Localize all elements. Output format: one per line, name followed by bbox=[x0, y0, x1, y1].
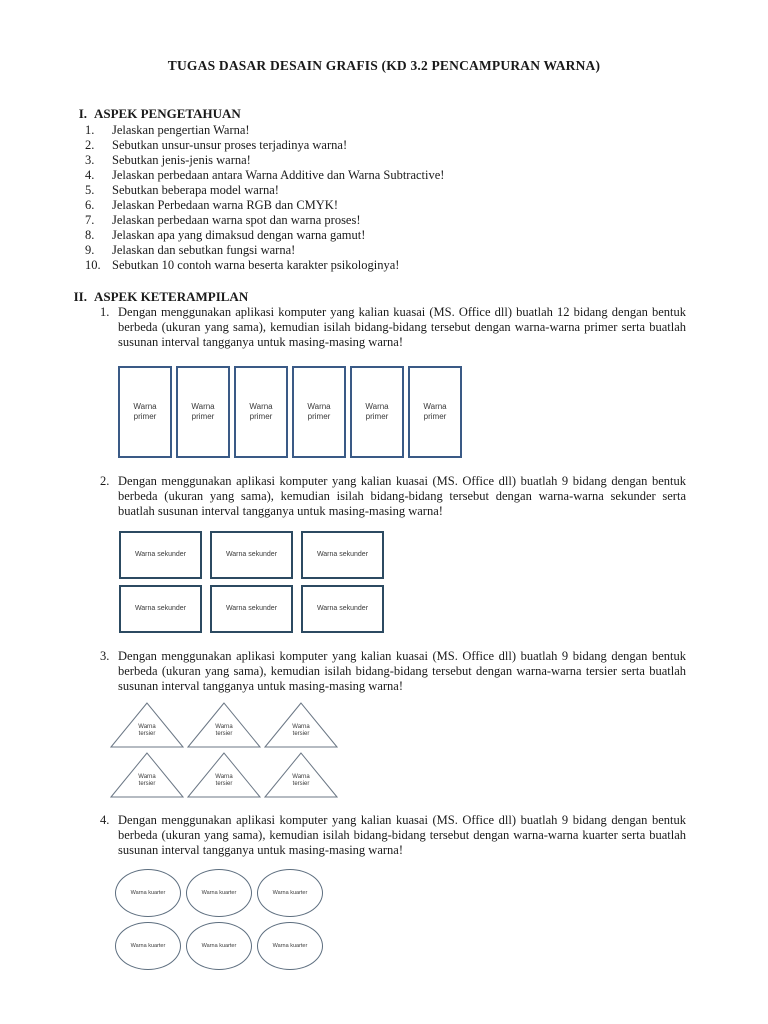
question-row bbox=[85, 153, 768, 168]
tersier-figure bbox=[110, 702, 342, 798]
question-row bbox=[85, 138, 768, 153]
shape-label: Warna sekunder bbox=[134, 551, 187, 558]
shape-label: Warna primer bbox=[365, 402, 389, 421]
shape-label: Warna tersier bbox=[138, 774, 156, 787]
question-text: Jelaskan dan sebutkan fungsi warna! bbox=[112, 243, 296, 257]
section-1-heading bbox=[70, 106, 768, 122]
question-row bbox=[85, 228, 768, 243]
shape-label: Warna primer bbox=[307, 402, 331, 421]
task-text: Dengan menggunakan aplikasi komputer yang kalian kuasai (MS. Office dll) buatlah 9 bidang dengan bentuk berbeda (ukuran yang sama), kemudian isilah bidang-bidang tersebut dengan warna-warna sekunder serta buatlah susunan interval tangganya untuk masing-masing warna! bbox=[118, 474, 686, 518]
question-row bbox=[85, 258, 768, 273]
question-text: Sebutkan 10 contoh warna beserta karakter psikologinya! bbox=[112, 258, 400, 272]
question-row bbox=[85, 123, 768, 138]
question-text: Sebutkan unsur-unsur proses terjadinya warna! bbox=[112, 138, 348, 152]
section-2-title: ASPEK KETERAMPILAN bbox=[94, 289, 249, 304]
sekunder-figure bbox=[119, 531, 389, 633]
shape-label: Warna sekunder bbox=[225, 605, 278, 612]
question-number: 5. bbox=[85, 183, 95, 197]
rect-v-shape bbox=[292, 366, 346, 458]
ellipse-shape bbox=[186, 922, 252, 970]
section-2-heading bbox=[70, 289, 768, 305]
section-2-numeral: II. bbox=[73, 289, 87, 304]
shape-label: Warna sekunder bbox=[316, 605, 369, 612]
shape-label: Warna sekunder bbox=[225, 551, 278, 558]
question-row bbox=[85, 213, 768, 228]
shape-label: Warna tersier bbox=[138, 724, 156, 737]
task-text: Dengan menggunakan aplikasi komputer yang kalian kuasai (MS. Office dll) buatlah 9 bidang dengan bentuk berbeda (ukuran yang sama), kemudian isilah bidang-bidang tersebut dengan warna-warna kuarter serta buatlah susunan interval tangganya untuk masing-masing warna! bbox=[118, 813, 686, 857]
document-title: TUGAS DASAR DESAIN GRAFIS (KD 3.2 PENCAMPURAN WARNA) bbox=[167, 58, 601, 73]
task-number: 1. bbox=[100, 305, 110, 319]
shape-label: Warna sekunder bbox=[316, 551, 369, 558]
question-number: 4. bbox=[85, 168, 95, 182]
shape-label: Warna kuarter bbox=[201, 889, 237, 896]
task-1 bbox=[100, 305, 686, 350]
question-number: 8. bbox=[85, 228, 95, 242]
triangle-shape bbox=[110, 752, 184, 798]
task-number: 3. bbox=[100, 649, 110, 663]
rect-v-shape bbox=[176, 366, 230, 458]
task-2 bbox=[100, 474, 686, 519]
shape-label: Warna primer bbox=[249, 402, 273, 421]
question-number: 1. bbox=[85, 123, 95, 137]
shape-label: Warna tersier bbox=[215, 724, 233, 737]
task-3 bbox=[100, 649, 686, 694]
question-text: Sebutkan beberapa model warna! bbox=[112, 183, 279, 197]
rect-h-shape bbox=[301, 585, 384, 633]
section-1-numeral: I. bbox=[78, 106, 87, 121]
question-number: 2. bbox=[85, 138, 95, 152]
question-number: 7. bbox=[85, 213, 95, 227]
ellipse-shape bbox=[186, 869, 252, 917]
shape-label: Warna tersier bbox=[292, 724, 310, 737]
shape-label: Warna tersier bbox=[292, 774, 310, 787]
shape-label: Warna kuarter bbox=[130, 942, 166, 949]
shape-label: Warna primer bbox=[191, 402, 215, 421]
ellipse-shape bbox=[257, 869, 323, 917]
task-number: 4. bbox=[100, 813, 110, 827]
shape-label: Warna tersier bbox=[215, 774, 233, 787]
ellipse-shape bbox=[115, 922, 181, 970]
question-text: Jelaskan perbedaan warna spot dan warna proses! bbox=[112, 213, 361, 227]
question-number: 6. bbox=[85, 198, 95, 212]
question-number: 3. bbox=[85, 153, 95, 167]
question-text: Jelaskan apa yang dimaksud dengan warna gamut! bbox=[112, 228, 366, 242]
rect-h-shape bbox=[210, 531, 293, 579]
ellipse-shape bbox=[257, 922, 323, 970]
rect-h-shape bbox=[119, 585, 202, 633]
rect-h-shape bbox=[210, 585, 293, 633]
rect-v-shape bbox=[350, 366, 404, 458]
kuarter-figure bbox=[115, 869, 328, 970]
task-number: 2. bbox=[100, 474, 110, 488]
primer-figure bbox=[118, 366, 478, 458]
question-list bbox=[85, 123, 768, 273]
triangle-shape bbox=[187, 702, 261, 748]
section-1-title: ASPEK PENGETAHUAN bbox=[94, 106, 241, 121]
shape-label: Warna sekunder bbox=[134, 605, 187, 612]
ellipse-shape bbox=[115, 869, 181, 917]
shape-label: Warna kuarter bbox=[130, 889, 166, 896]
question-text: Jelaskan perbedaan antara Warna Additive dan Warna Subtractive! bbox=[112, 168, 445, 182]
rect-h-shape bbox=[301, 531, 384, 579]
question-text: Sebutkan jenis-jenis warna! bbox=[112, 153, 251, 167]
question-number: 9. bbox=[85, 243, 95, 257]
question-row bbox=[85, 243, 768, 258]
rect-v-shape bbox=[234, 366, 288, 458]
shape-label: Warna kuarter bbox=[201, 942, 237, 949]
shape-label: Warna kuarter bbox=[272, 889, 308, 896]
task-text: Dengan menggunakan aplikasi komputer yang kalian kuasai (MS. Office dll) buatlah 9 bidang dengan bentuk berbeda (ukuran yang sama), kemudian isilah bidang-bidang tersebut dengan warna-warna tersier serta buatlah susunan interval tangganya untuk masing-masing warna! bbox=[118, 649, 686, 693]
task-4 bbox=[100, 813, 686, 858]
question-row bbox=[85, 198, 768, 213]
question-text: Jelaskan pengertian Warna! bbox=[112, 123, 250, 137]
shape-label: Warna primer bbox=[133, 402, 157, 421]
rect-h-shape bbox=[119, 531, 202, 579]
triangle-shape bbox=[110, 702, 184, 748]
question-text: Jelaskan Perbedaan warna RGB dan CMYK! bbox=[112, 198, 338, 212]
rect-v-shape bbox=[408, 366, 462, 458]
task-text: Dengan menggunakan aplikasi komputer yang kalian kuasai (MS. Office dll) buatlah 12 bidang dengan bentuk berbeda (ukuran yang sama), kemudian isilah bidang-bidang tersebut dengan warna-warna primer serta buatlah susunan interval tangganya untuk masing-masing warna! bbox=[118, 305, 686, 349]
question-number: 10. bbox=[85, 258, 101, 272]
triangle-shape bbox=[187, 752, 261, 798]
triangle-shape bbox=[264, 752, 338, 798]
rect-v-shape bbox=[118, 366, 172, 458]
shape-label: Warna primer bbox=[423, 402, 447, 421]
question-row bbox=[85, 168, 768, 183]
question-row bbox=[85, 183, 768, 198]
shape-label: Warna kuarter bbox=[272, 942, 308, 949]
triangle-shape bbox=[264, 702, 338, 748]
